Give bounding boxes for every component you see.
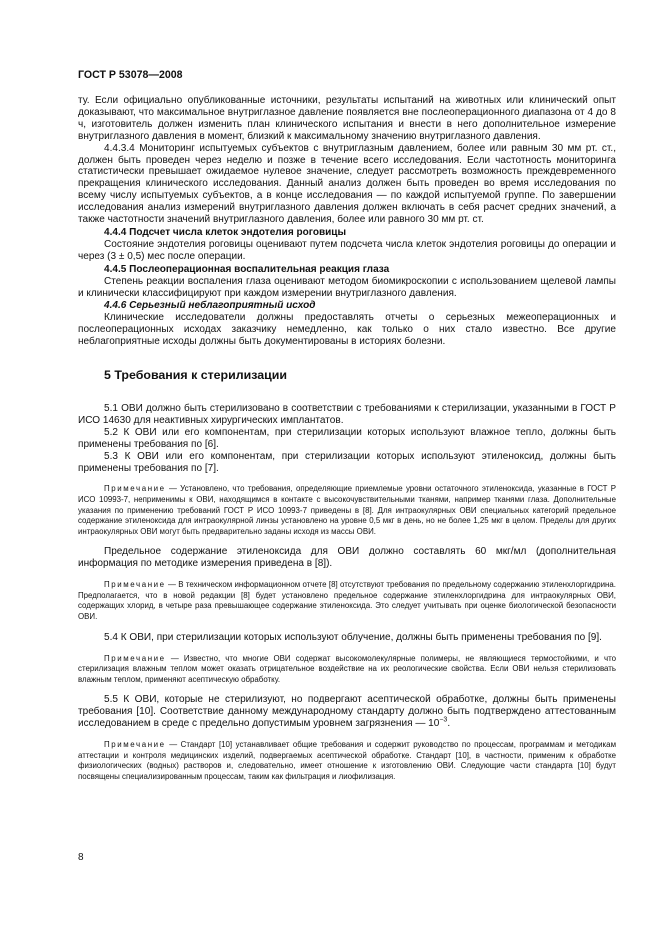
paragraph xyxy=(78,276,616,300)
page-number: 8 xyxy=(78,852,84,863)
note-text: — Известно, что многие ОВИ содержат высокомолекулярные полимеры, не являющиеся термостойкими, и что стерилизация влажным теплом может оказать отрицательное воздействие на их реологические свойства. Если ОВИ нельзя стерилизовать влажным теплом, применяют асептическую обработку. xyxy=(78,653,616,684)
paragraph xyxy=(78,239,616,263)
paragraph xyxy=(78,95,616,143)
paragraph-text: 5.3 К ОВИ или его компонентам, при стерилизации которых используют этиленоксид, должны быть применены требования по [7]. xyxy=(78,450,616,474)
paragraph xyxy=(78,427,616,451)
note-label: Примечание xyxy=(104,580,166,590)
paragraph xyxy=(78,143,616,226)
section-heading: 5 Требования к стерилизации xyxy=(104,368,287,383)
note-label: Примечание xyxy=(104,740,166,750)
paragraph-text: 5.4 К ОВИ, при стерилизации которых используют облучение, должны быть применены требования по [9]. xyxy=(104,631,602,643)
note xyxy=(78,654,616,686)
note xyxy=(78,740,616,782)
document-body xyxy=(78,95,616,791)
paragraph-text: Состояние эндотелия роговицы оценивают путем подсчета числа клеток эндотелия роговицы до операции и через (3 ± 0,5) мес после операции. xyxy=(78,238,616,262)
note-text: — Стандарт [10] устанавливает общие требования и содержит руководство по процессам, программам и методикам аттестации и контроля медицинских изделий, подвергаемых асептической обработке. Стандарт [10], в частности, применим к обработке физиологических (водных) растворов и, следовательно, имеет отношение к изготовлению ОВИ. Следующие части стандарта [10] будут посвящены специализированным процессам, таким как фильтрация и лиофилизация. xyxy=(78,740,616,781)
subsection-heading: 4.4.4 Подсчет числа клеток эндотелия роговицы xyxy=(104,226,347,238)
paragraph-tail: . xyxy=(447,718,451,730)
paragraph xyxy=(78,694,616,730)
paragraph-text: 5.2 К ОВИ или его компонентам, при стерилизации которых используют влажное тепло, должны быть применены требования по [6]. xyxy=(78,426,616,450)
subsection-heading: 4.4.5 Послеоперационная воспалительная реакция глаза xyxy=(104,263,390,275)
paragraph xyxy=(78,312,616,348)
paragraph xyxy=(78,403,616,427)
paragraph-text: Клинические исследователи должны предоставлять отчеты о серьезных межеоперационных и послеоперационных исходах заказчику немедленно, как только о них стало известно. Все другие неблагоприятные исходы должны быть документированы в историях болезни. xyxy=(78,312,616,348)
subsection-heading: 4.4.6 Серьезный неблагоприятный исход xyxy=(104,300,316,312)
note-label: Примечание xyxy=(104,484,166,494)
paragraph-text: 5.5 К ОВИ, которые не стерилизуют, но подвергают асептической обработке, должны быть применены требования [10]. Соответствие данному международному стандарту должно быть подтверждено аттестованным исследованием в среде с предельно допустимым уровнем загрязнения — 10 xyxy=(78,694,616,730)
paragraph-text: ту. Если официально опубликованные источники, результаты испытаний на животных или клинический опыт доказывают, что максимальное внутриглазное давление появляется вне послеоперационного диапазона от 4 до 8 ч, изготовитель должен изменить план клинического испытания и внести в него дополнительное измерение внутриглазного давления в момент, близкий к максимальному значению внутриглазного давления. xyxy=(78,95,616,142)
superscript: −3 xyxy=(439,716,448,724)
note-text: — В техническом информационном отчете [8] отсутствуют требования по предельному содержанию этиленхлоргидрина. Предполагается, что в новой редакции [8] будет установлено предельное содержание этиленхлоргидрина для интраокулярных ОВИ, содержащих хлорид, в четыре раза превышающее содержание этиленоксида. Это следует учитывать при оценке биологической безопасности ОВИ. xyxy=(78,580,616,622)
paragraph xyxy=(78,632,616,644)
paragraph xyxy=(78,451,616,475)
note-text: — Установлено, что требования, определяющие приемлемые уровни остаточного этиленоксида, указанные в ГОСТ Р ИСО 10993-7, неприменимы к ОВИ, находящимся в контакте с высокочувствительными тканями, например тканями глаза. Дополнительные указания по применению требований ГОСТ Р ИСО 10993-7 приведены в [8]. Для интраокулярных ОВИ специальных категорий предельное содержание этиленоксида для интраокулярной линзы установлено на уровне 0,5 мкг в день, но не более 1,25 мкг в целом. Пределы для других интраокулярных ОВИ могут быть предварительно заданы исходя из массы ОВИ. xyxy=(78,484,616,536)
note xyxy=(78,580,616,622)
note xyxy=(78,484,616,537)
paragraph-text: Степень реакции воспаления глаза оценивают методом биомикроскопии с использованием щелевой лампы и клинически классифицируют при каждом измерении внутриглазного давления. xyxy=(78,275,616,299)
paragraph-text: 4.4.3.4 Мониторинг испытуемых субъектов с внутриглазным давлением, более или равным 30 мм рт. ст., должен быть проведен через неделю и позже в течение всего исследования. Если частотность мониторинга статистически превышает ожидаемое нулевое значение, следует рассмотреть возможность преждевременного прекращения клинического исследования. Данный анализ должен быть проведен во время исследования по всему числу испытуемых субъектов, а в конце исследования — по каждой испытуемой группе. По завершении исследования анализ измерений внутриглазного давления должен включать в себя расчет средних значений, а также частотности значений внутриглазного давления, более или равного 30 мм рт. ст. xyxy=(78,142,616,226)
paragraph-text: Предельное содержание этиленоксида для ОВИ должно составлять 60 мкг/мл (дополнительная информация по методике измерения приведена в [8]). xyxy=(78,546,616,570)
paragraph xyxy=(78,546,616,570)
paragraph-text: 5.1 ОВИ должно быть стерилизовано в соответствии с требованиями к стерилизации, указанными в ГОСТ Р ИСО 14630 для неактивных хирургических имплантатов. xyxy=(78,403,616,426)
document-header: ГОСТ Р 53078—2008 xyxy=(78,69,183,81)
note-label: Примечание xyxy=(104,653,166,663)
